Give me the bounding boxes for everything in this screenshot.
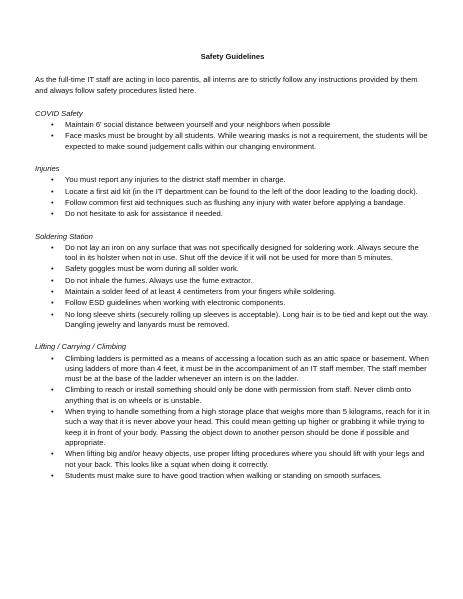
list-item — [51, 385, 430, 406]
list-item-text: Climbing ladders is permitted as a means of accessing a location such as an attic space or basement. When using ladders of more than 4 feet, it must be in the accompaniment of an IT staff member. The staff member must be at the base of the ladder whenever an intern is on the ladder. — [65, 353, 429, 384]
list-item — [51, 197, 430, 208]
bullet-icon: • — [51, 385, 54, 395]
bullet-icon: • — [51, 209, 54, 219]
section-heading: Injuries — [35, 164, 60, 174]
bullet-icon: • — [51, 186, 54, 196]
list-item — [51, 186, 430, 197]
list-item-text: Safety goggles must be worn during all solder work. — [65, 264, 239, 274]
bullet-icon: • — [51, 353, 54, 363]
list-item-text: Students must make sure to have good traction when walking or standing on smooth surfaces. — [65, 470, 383, 480]
list-item — [51, 175, 430, 185]
list-item — [51, 449, 430, 470]
bullet-list — [35, 175, 430, 219]
bullet-list — [35, 120, 430, 152]
document-title: Safety Guidelines — [200, 52, 265, 61]
bullet-icon: • — [51, 449, 54, 459]
list-item-text: Maintain a solder feed of at least 4 centimeters from your fingers while soldering. — [65, 287, 336, 297]
list-item — [51, 120, 430, 130]
section-heading: Soldering Station — [35, 231, 93, 241]
list-item — [51, 470, 430, 481]
bullet-icon: • — [51, 242, 54, 252]
list-item-text: Locate a first aid kit (in the IT department can be found to the left of the door leading to the loading dock). — [65, 186, 418, 196]
list-item-text: Do not hesitate to ask for assistance if needed. — [65, 209, 223, 219]
list-item-text: Do not inhale the fumes. Always use the fume extractor. — [65, 275, 253, 285]
list-item — [51, 131, 430, 152]
bullet-icon: • — [51, 175, 54, 185]
list-item-text: Maintain 6' social distance between yourself and your neighbors when possible — [65, 120, 331, 130]
list-item — [51, 209, 430, 219]
bullet-icon: • — [51, 470, 54, 480]
list-item-text: Follow common first aid techniques such as flushing any injury with water before applying a bandage. — [65, 197, 406, 207]
bullet-icon: • — [51, 407, 54, 417]
section-injuries — [35, 164, 430, 219]
bullet-icon: • — [51, 264, 54, 274]
list-item — [51, 309, 430, 331]
list-item-text: You must report any injuries to the district staff member in charge. — [65, 175, 286, 185]
list-item — [51, 298, 430, 308]
list-item — [51, 353, 430, 385]
section-lifting-carrying-climbing — [35, 342, 430, 481]
list-item-text: Follow ESD guidelines when working with electronic components. — [65, 298, 286, 308]
list-item-text: Do not lay an iron on any surface that was not specifically designed for soldering work. Always secure the tool in its holster when not in use. Shut off the device if it will not be used for more than 5 minutes. — [65, 242, 419, 263]
section-heading: Lifting / Carrying / Climbing — [35, 342, 127, 352]
bullet-icon: • — [51, 120, 54, 130]
bullet-icon: • — [51, 131, 54, 141]
list-item-text: When trying to handle something from a high storage place that weighs more than 5 kilograms, reach for it in such a way that it is never above your head. This could mean getting up higher or grabbing it while trying to keep it in front of your body. Passing the object down to another person should be done if possible and appropriate. — [65, 407, 430, 447]
intro-paragraph: As the full-time IT staff are acting in loco parentis, all interns are to strictly follow any instructions provided by them and always follow safety procedures listed here. — [35, 75, 418, 95]
list-item-text: No long sleeve shirts (securely rolling up sleeves is acceptable). Long hair is to be tied and kept out the way. Dangling jewelry and lanyards must be removed. — [65, 309, 429, 329]
list-item — [51, 242, 430, 264]
bullet-list — [35, 243, 430, 330]
bullet-icon: • — [51, 197, 54, 207]
section-soldering-station — [35, 232, 430, 331]
document-body — [35, 52, 430, 493]
list-item-text: Face masks must be brought by all students. While wearing masks is not a requirement, the students will be expected to make sound judgement calls within our changing environment. — [65, 131, 428, 151]
list-item — [51, 275, 430, 286]
section-covid-safety — [35, 109, 430, 152]
list-item-text: When lifting big and/or heavy objects, use proper lifting procedures where you should lift with your legs and not your back. This looks like a squat when doing it correctly. — [65, 449, 425, 469]
section-heading: COVID Safety — [35, 108, 83, 118]
bullet-list — [35, 354, 430, 482]
list-item — [51, 287, 430, 297]
list-item-text: Climbing to reach or install something should only be done with permission from staff. Never climb onto anything that is on wheels or is unstable. — [65, 385, 411, 405]
list-item — [51, 264, 430, 274]
list-item — [51, 407, 430, 448]
bullet-icon: • — [51, 309, 54, 319]
bullet-icon: • — [51, 287, 54, 297]
bullet-icon: • — [51, 298, 54, 308]
bullet-icon: • — [51, 275, 54, 285]
